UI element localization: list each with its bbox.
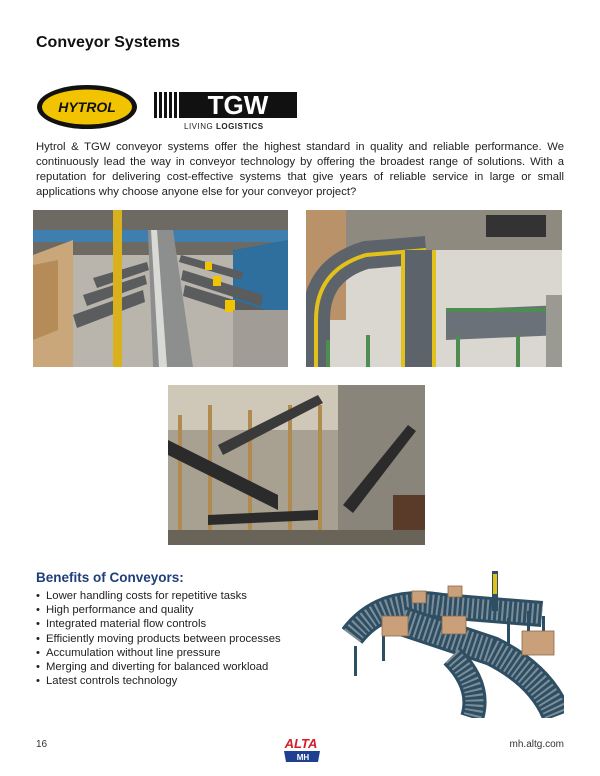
intro-paragraph: Hytrol & TGW conveyor systems offer the highest standard in quality and reliable performance. We continuously lead the way in conveyor technology by offering the broadest range of solutions. With a reputation for delivering cost-effective systems that give years of reliable service in large or small applications why choose anyone else for your conveyor project? — [36, 141, 564, 198]
benefit-item: • Accumulation without line pressure — [36, 646, 281, 660]
hytrol-wordmark: HYTROL — [58, 99, 116, 115]
website-url: mh.altg.com — [509, 739, 564, 750]
benefits-list — [36, 589, 281, 688]
page-number: 16 — [36, 739, 48, 750]
benefit-item: • Integrated material flow controls — [36, 617, 281, 631]
mh-wordmark: MH — [296, 753, 310, 762]
benefits-heading: Benefits of Conveyors: — [36, 570, 184, 585]
benefit-item: • Latest controls technology — [36, 674, 281, 688]
tgw-wordmark: TGW — [207, 92, 269, 120]
roller-conveyor-photo — [342, 566, 564, 718]
alta-mh-logo — [276, 734, 326, 764]
hytrol-logo — [36, 84, 138, 130]
tgw-tagline: LIVING LOGISTICS — [184, 122, 264, 131]
benefit-item: • Efficiently moving products between processes — [36, 632, 281, 646]
alta-wordmark: ALTA — [284, 736, 318, 751]
benefit-item: • Merging and diverting for balanced workload — [36, 660, 281, 674]
benefit-item: • High performance and quality — [36, 603, 281, 617]
sortation-conveyor-photo — [33, 210, 288, 367]
incline-conveyor-photo — [168, 385, 425, 545]
page-title: Conveyor Systems — [36, 34, 181, 51]
benefit-item: • Lower handling costs for repetitive tasks — [36, 589, 281, 603]
curved-conveyor-photo — [306, 210, 562, 367]
